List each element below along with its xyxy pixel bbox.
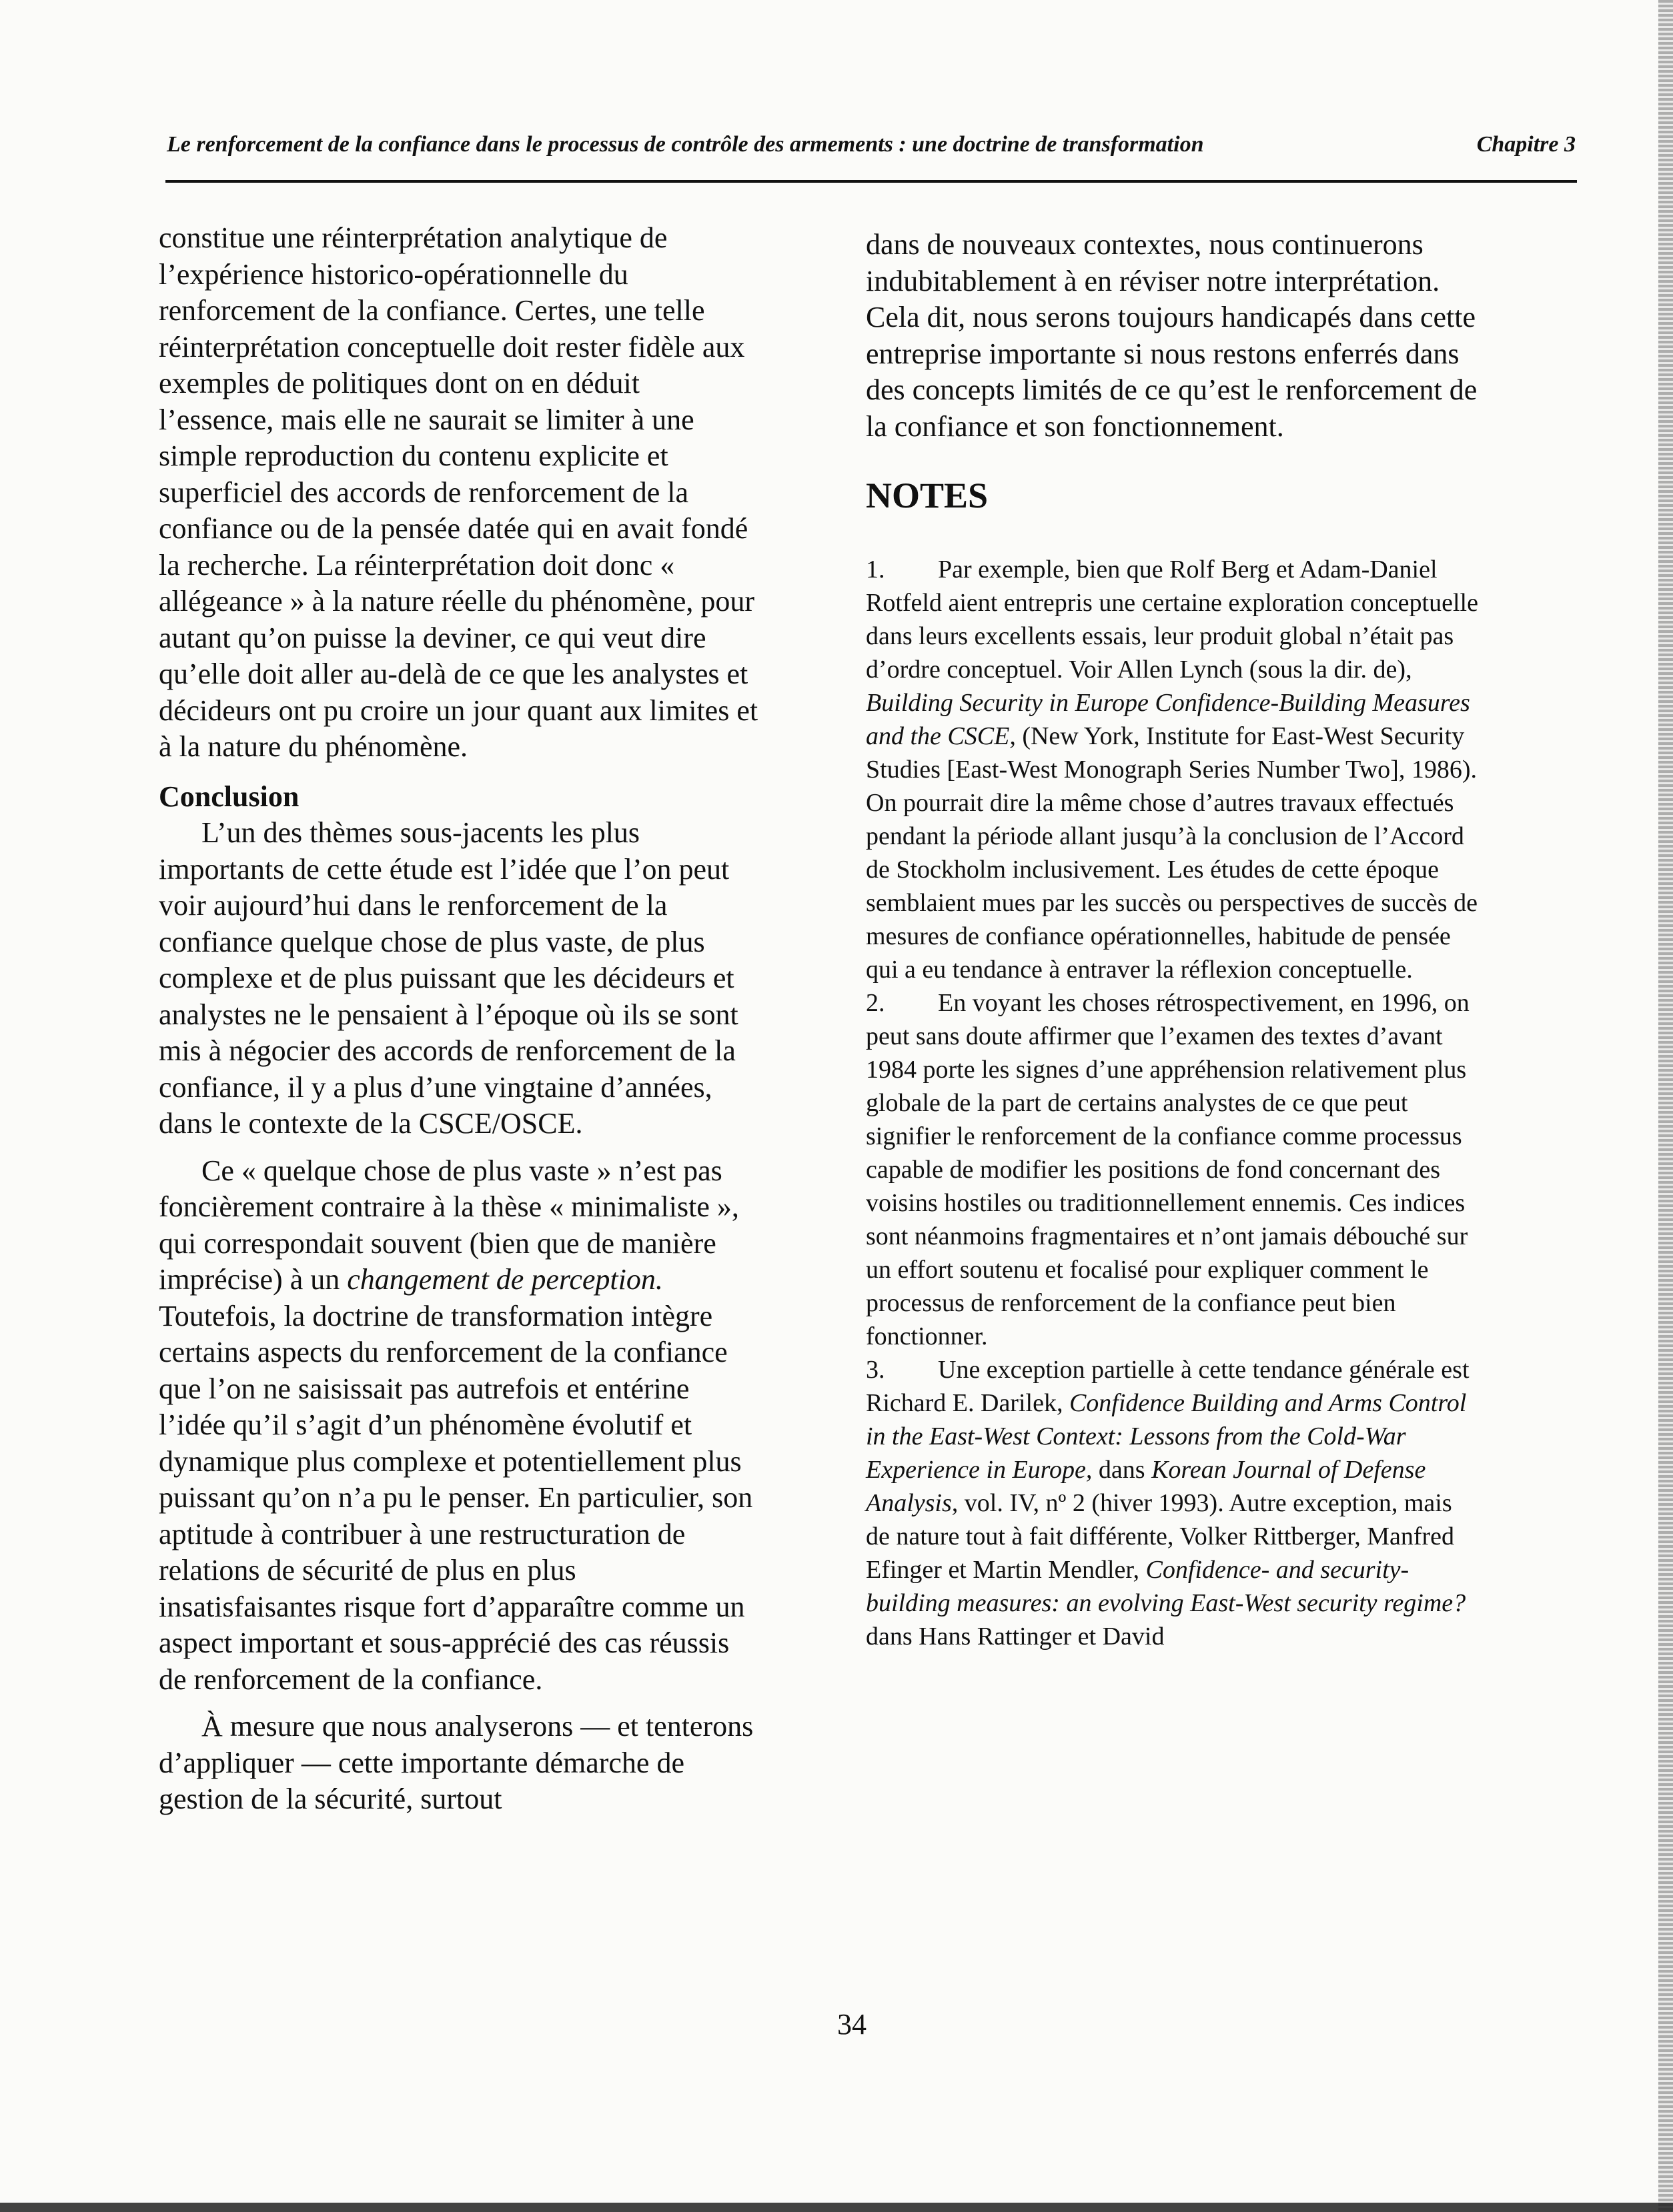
paragraph [159,1153,759,1699]
text-run: vol. IV, nº 2 (hiver 1993). Autre exception, mais de nature tout à fait différente, Volker Rittberger, Manfred Efinger et Martin Mendler, [866,1489,1455,1584]
text-run: Ce « quelque chose de plus vaste » n’est pas foncièrement contraire à la thèse « minimaliste », qui correspondait souvent (bien que de manière imprécise) à un [159,1154,739,1296]
italic-text: Confidence Building and Arms Control in the East-West Context: Lessons from the Cold-War Experience in Europe, [866,1389,1467,1484]
header-rule [165,180,1577,183]
conclusion-heading: Conclusion [159,780,300,813]
left-column [159,220,759,1818]
page-number: 34 [837,2008,867,2041]
italic-text: Building Security in Europe Confidence-Building Measures and the CSCE, [866,689,1470,750]
chapter-label: Chapitre 3 [1476,132,1576,157]
paragraph: dans de nouveaux contextes, nous continuerons indubitablement à en réviser notre interprétation. Cela dit, nous serons toujours handicapés dans cette entreprise importante si nous restons enferrés dans des concepts limités de ce qu’est le renforcement de la confiance et son fonctionnement. [866,228,1478,443]
right-column [866,227,1480,1653]
italic-text: Korean Journal of Defense Analysis, [866,1456,1426,1517]
note-item [866,553,1480,986]
text-run: (New York, Institute for East-West Security Studies [East-West Monograph Series Number Two], 1986). On pourrait dire la même chose d’autres travaux effectués pendant la période allant jusqu’à la conclusion de l’Accord de Stockholm inclusivement. Les études de cette époque semblaient mues par les succès ou perspectives de succès de mesures de confiance opérationnelles, habitude de pensée qui a eu tendance à entraver la réflexion conceptuelle. [866,722,1478,984]
text-run: Une exception partielle à cette tendance générale est Richard E. Darilek, [866,1356,1470,1417]
italic-text: Confidence- and security-building measures: an evolving East-West security regime? [866,1556,1466,1617]
text-run: Par exemple, bien que Rolf Berg et Adam-Daniel Rotfeld aient entrepris une certaine exploration conceptuelle dans leurs excellents essais, leur produit global n’était pas d’ordre conceptuel. Voir Allen Lynch (sous la dir. de), [866,556,1478,684]
note-number: 1. [866,556,885,584]
paragraph: À mesure que nous analyserons — et tenterons d’appliquer — cette importante démarche de gestion de la sécurité, surtout [159,1710,754,1815]
note-item [866,1353,1480,1653]
text-run: Toutefois, la doctrine de transformation intègre certains aspects du renforcement de la confiance que l’on ne saisissait pas autrefois et entérine l’idée qu’il s’agit d’un phénomène évolutif et dynamique plus complexe et potentiellement plus puissant qu’on n’a pu le penser. En particulier, son aptitude à contribuer à une restructuration de relations de sécurité de plus en plus insatisfaisantes risque fort d’apparaître comme un aspect important et sous-apprécié des cas réussis de renforcement de la confiance. [159,1299,753,1696]
italic-text: changement de perception. [347,1263,663,1296]
text-run: dans [1092,1456,1152,1484]
notes-list [866,553,1480,1653]
note-item [866,986,1480,1353]
paragraph: constitue une réinterprétation analytique de l’expérience historico-opérationnelle du renforcement de la confiance. Certes, une telle réinterprétation conceptuelle doit rester fidèle aux exemples de politiques dont on en déduit l’essence, mais elle ne saurait se limiter à une simple reproduction du contenu explicite et superficiel des accords de renforcement de la confiance ou de la pensée datée qui en avait fondé la recherche. La réinterprétation doit donc « allégeance » à la nature réelle du phénomène, pour autant qu’on puisse la deviner, ce qui veut dire qu’elle doit aller au-delà de ce que les analystes et décideurs ont pu croire un jour quant aux limites et à la nature du phénomène. [159,221,758,763]
paragraph: L’un des thèmes sous-jacents les plus importants de cette étude est l’idée que l’on peut voir aujourd’hui dans le renforcement de la confiance quelque chose de plus vaste, de plus complexe et de plus puissant que les décideurs et analystes ne le pensaient à l’époque où ils se sont mis à négocier des accords de renforcement de la confiance, il y a plus d’une vingtaine d’années, dans le contexte de la CSCE/OSCE. [159,816,738,1140]
text-run: En voyant les choses rétrospectivement, en 1996, on peut sans doute affirmer que l’examen des textes d’avant 1984 porte les signes d’une appréhension relativement plus globale de la part de certains analystes de ce que peut signifier le renforcement de la confiance comme processus capable de modifier les positions de fond concernant des voisins hostiles ou traditionnellement ennemis. Ces indices sont néanmoins fragmentaires et n’ont jamais débouché sur un effort soutenu et focalisé pour expliquer comment le processus de renforcement de la confiance peut bien fonctionner. [866,989,1470,1350]
notes-heading: NOTES [866,475,989,515]
running-header-title: Le renforcement de la confiance dans le processus de contrôle des armements : une doctrine de transformation [167,132,1204,157]
note-number: 2. [866,989,885,1017]
scan-bottom-edge [0,2203,1673,2212]
note-number: 3. [866,1356,885,1384]
scan-edge [1658,0,1673,2212]
text-run: dans Hans Rattinger et David [866,1622,1165,1650]
running-header [167,132,1576,172]
